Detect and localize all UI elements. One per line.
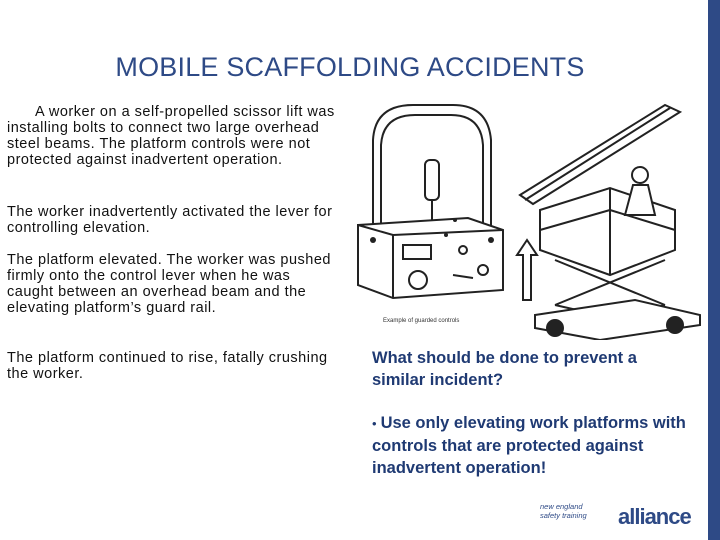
- accent-bar: [708, 0, 720, 540]
- page-title: MOBILE SCAFFOLDING ACCIDENTS: [115, 52, 585, 82]
- story-paragraph-2: The worker inadvertently activated the lever for controlling elevation.: [7, 204, 333, 236]
- bullet-marker: •: [372, 416, 377, 431]
- logo-brand: alliance: [618, 504, 691, 529]
- answer-text: Use only elevating work platforms with controls that are protected against inadvertent operation!: [372, 414, 686, 477]
- logo-line-1: new england: [540, 502, 583, 511]
- guarded-controls-illustration: [343, 100, 518, 305]
- figure-caption: Example of guarded controls: [383, 318, 460, 324]
- story-paragraph-3: The platform elevated. The worker was pushed firmly onto the control lever when he was caught between an overhead beam and the elevating platform’s guard rail.: [7, 252, 331, 316]
- scissor-lift-illustration: [515, 100, 703, 340]
- alliance-logo: [540, 502, 691, 529]
- story-paragraph-4: The platform continued to rise, fatally crushing the worker.: [7, 350, 328, 382]
- prevention-question: What should be done to prevent a similar incident?: [372, 349, 637, 389]
- story-paragraph-1: A worker on a self-propelled scissor lift was installing bolts to connect two large overhead steel beams. The platform controls were not protected against inadvertent operation.: [7, 104, 335, 168]
- prevention-answer: [372, 412, 692, 479]
- logo-line-2: safety training: [540, 511, 587, 520]
- logo-tagline: [540, 502, 587, 520]
